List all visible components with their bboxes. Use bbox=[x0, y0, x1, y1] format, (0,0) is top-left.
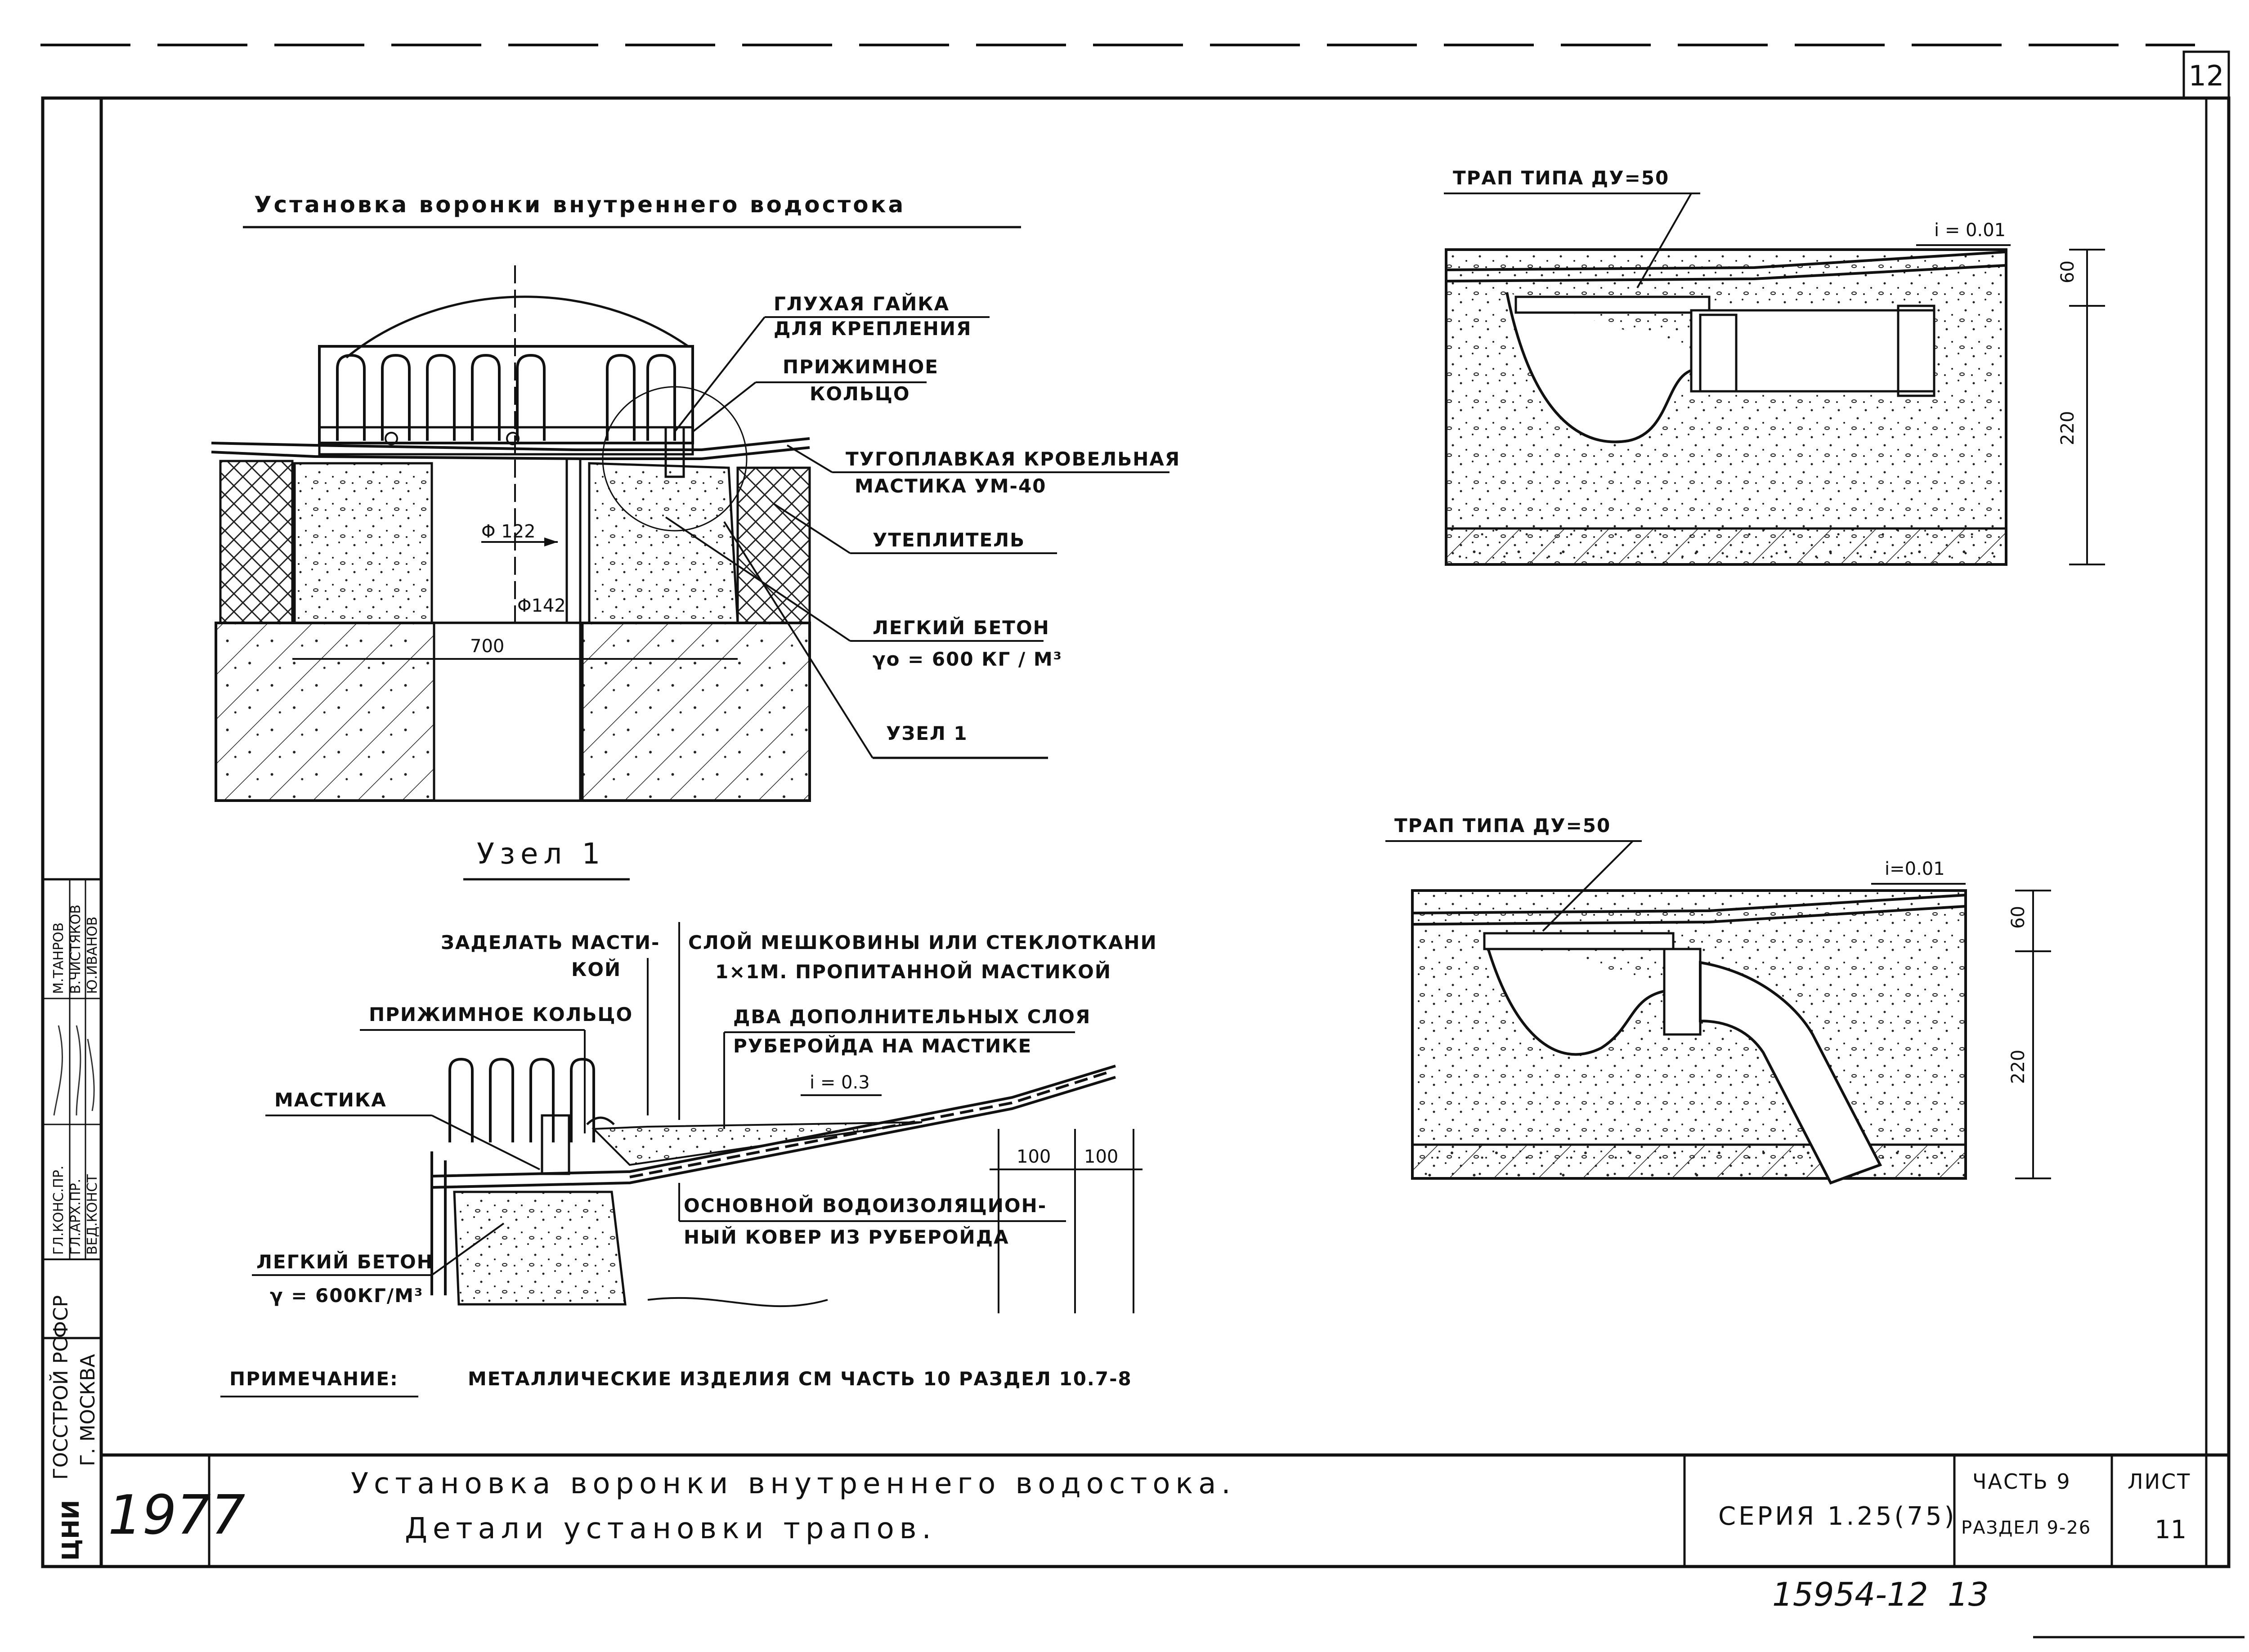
stamp-name-3: Ю.ИВАНОВ bbox=[85, 916, 100, 994]
label-concrete-2: γо = 600 КГ / М³ bbox=[873, 648, 1063, 670]
stamp-logo: ЦНИ bbox=[58, 1500, 85, 1561]
funnel-grate bbox=[319, 346, 693, 443]
stamp-org: ГОССТРОЙ РСФСР bbox=[49, 1295, 72, 1480]
node-1-drawing bbox=[252, 837, 1157, 1313]
label-node-concrete-1: ЛЕГКИЙ БЕТОН bbox=[256, 1251, 434, 1273]
label-extra-1: ДВА ДОПОЛНИТЕЛЬНЫХ СЛОЯ bbox=[733, 1006, 1091, 1028]
title-line-2: Детали установки трапов. bbox=[405, 1512, 936, 1545]
label-nut-2: ДЛЯ КРЕПЛЕНИЯ bbox=[774, 318, 972, 340]
stamp-role-3: ВЕД.КОНСТ bbox=[85, 1174, 100, 1255]
title-line-1: Установка воронки внутреннего водостока. bbox=[351, 1467, 1236, 1500]
label-ring-1: ПРИЖИМНОЕ bbox=[783, 356, 939, 378]
funnel-title: Установка воронки внутреннего водостока bbox=[254, 192, 906, 218]
insulation-left bbox=[220, 461, 292, 623]
label-ring-2: КОЛЬЦО bbox=[810, 383, 910, 405]
title-section: РАЗДЕЛ 9-26 bbox=[1961, 1518, 2092, 1538]
inventory-page: 13 bbox=[1948, 1576, 1989, 1613]
dim-d122: Φ 122 bbox=[481, 521, 536, 542]
drain-top-slope: i = 0.01 bbox=[1934, 220, 2006, 241]
title-sheet-label: ЛИСТ bbox=[2128, 1469, 2191, 1494]
label-seal-1: ЗАДЕЛАТЬ МАСТИ- bbox=[441, 931, 660, 954]
label-nut-1: ГЛУХАЯ ГАЙКА bbox=[774, 293, 950, 315]
drain-bottom-h2: 220 bbox=[2008, 1049, 2029, 1084]
drain-bottom-drawing bbox=[1385, 815, 2051, 1183]
label-node-mastic: МАСТИКА bbox=[274, 1089, 387, 1111]
label-burlap-2: 1×1М. ПРОПИТАННОЙ МАСТИКОЙ bbox=[715, 961, 1111, 983]
label-seal-2: КОЙ bbox=[571, 958, 622, 980]
drain-bottom-label: ТРАП ТИПА ДУ=50 bbox=[1394, 815, 1611, 837]
drain-bottom-slope: i=0.01 bbox=[1885, 859, 1945, 879]
stamp-role-2: ГЛ.АРХ.ПР. bbox=[68, 1178, 84, 1255]
drain-bottom-h1: 60 bbox=[2008, 906, 2029, 929]
dim-d142: Φ142 bbox=[517, 595, 566, 616]
side-stamp bbox=[43, 879, 101, 1561]
label-carpet-1: ОСНОВНОЙ ВОДОИЗОЛЯЦИОН- bbox=[684, 1195, 1047, 1217]
label-node-concrete-2: γ = 600КГ/М³ bbox=[270, 1285, 424, 1307]
title-series: СЕРИЯ 1.25(75) bbox=[1718, 1502, 1957, 1531]
label-concrete-1: ЛЕГКИЙ БЕТОН bbox=[873, 617, 1050, 639]
label-node-ref: УЗЕЛ 1 bbox=[886, 722, 968, 744]
node-title: Узел 1 bbox=[477, 837, 606, 871]
label-node-ring: ПРИЖИМНОЕ КОЛЬЦО bbox=[369, 1003, 633, 1025]
drain-top-h1: 60 bbox=[2057, 260, 2078, 283]
stamp-signatures bbox=[54, 1025, 94, 1115]
inventory-number bbox=[1772, 1576, 2245, 1637]
stamp-city: Г. МОСКВА bbox=[76, 1354, 99, 1466]
drain-top-label: ТРАП ТИПА ДУ=50 bbox=[1453, 167, 1670, 189]
title-block bbox=[101, 1455, 2229, 1567]
label-extra-2: РУБЕРОЙДА НА МАСТИКЕ bbox=[733, 1035, 1032, 1057]
dim-700: 700 bbox=[470, 636, 505, 657]
node-dim-a: 100 bbox=[1017, 1146, 1051, 1167]
funnel-installation-drawing bbox=[211, 192, 1180, 801]
label-burlap-1: СЛОЙ МЕШКОВИНЫ ИЛИ СТЕКЛОТКАНИ bbox=[688, 931, 1157, 954]
inventory-code: 15954-12 bbox=[1772, 1576, 1928, 1613]
drain-top-h2: 220 bbox=[2057, 411, 2078, 445]
label-insulation: УТЕПЛИТЕЛЬ bbox=[873, 529, 1026, 551]
stamp-role-1: ГЛ.КОНС.ПР. bbox=[51, 1165, 67, 1255]
funnel-dome bbox=[346, 297, 688, 358]
label-mastic-1: ТУГОПЛАВКАЯ КРОВЕЛЬНАЯ bbox=[846, 448, 1181, 470]
sheet-number: 12 bbox=[2188, 59, 2224, 92]
note-text: МЕТАЛЛИЧЕСКИЕ ИЗДЕЛИЯ СМ ЧАСТЬ 10 РАЗДЕЛ 10.7-8 bbox=[468, 1368, 1132, 1390]
title-year: 1977 bbox=[108, 1484, 246, 1547]
title-part: ЧАСТЬ 9 bbox=[1972, 1469, 2071, 1494]
label-carpet-2: НЫЙ КОВЕР ИЗ РУБЕРОЙДА bbox=[684, 1226, 1009, 1248]
stamp-name-2: В.ЧИСТЯКОВ bbox=[68, 904, 84, 994]
node-dim-b: 100 bbox=[1084, 1146, 1119, 1167]
note bbox=[220, 1368, 1132, 1397]
title-sheet: 11 bbox=[2155, 1515, 2187, 1545]
label-mastic-2: МАСТИКА УМ-40 bbox=[855, 475, 1047, 497]
note-prefix: ПРИМЕЧАНИЕ: bbox=[229, 1368, 399, 1390]
stamp-name-1: М.ТАНРОВ bbox=[51, 922, 67, 994]
label-node-slope: i = 0.3 bbox=[810, 1072, 870, 1093]
drain-top-drawing bbox=[1444, 167, 2105, 564]
